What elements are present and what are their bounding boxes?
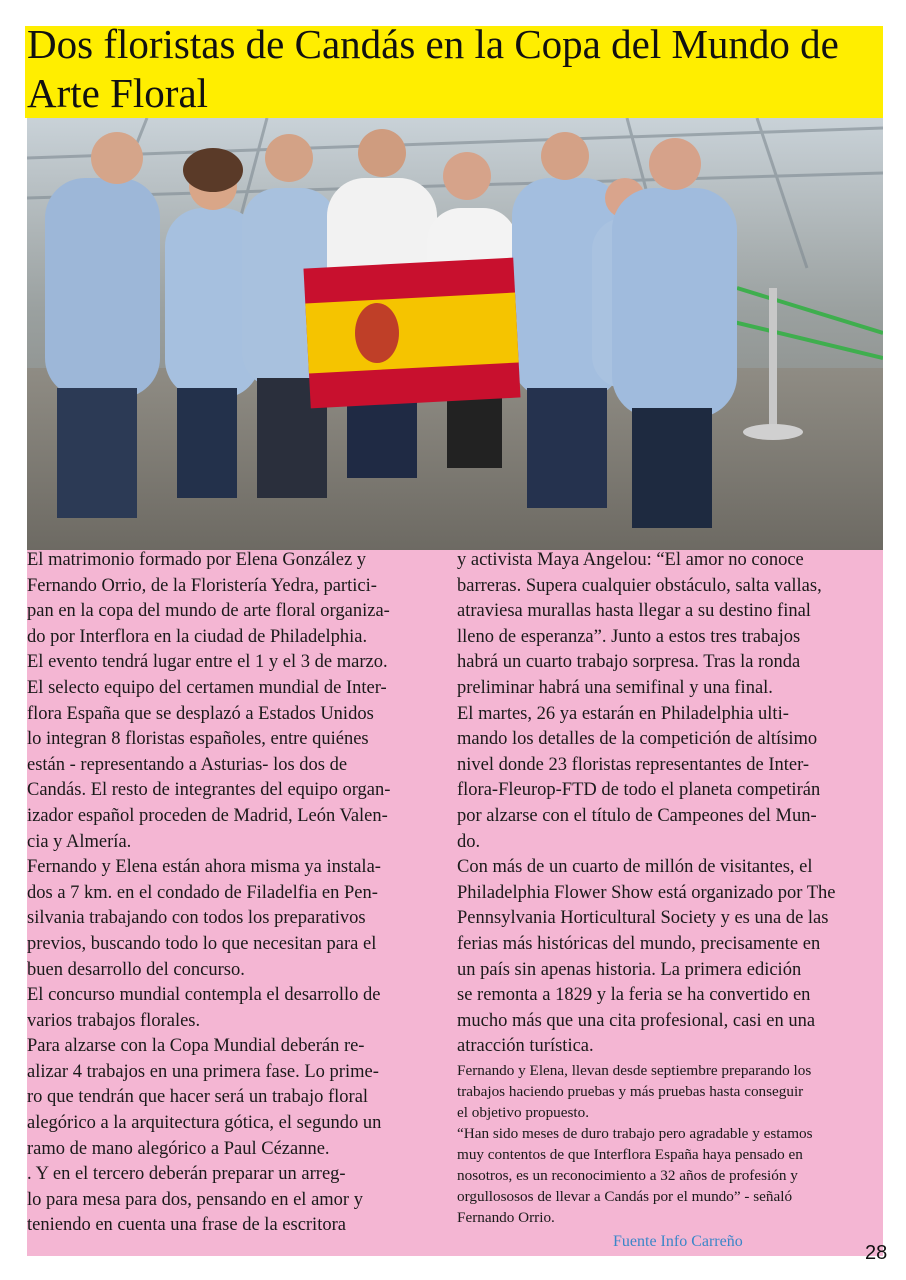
paragraph-line: El martes, 26 ya estarán en Philadelphia ulti- — [457, 703, 789, 724]
paragraph-line: atraviesa murallas hasta llegar a su destino final — [457, 601, 811, 622]
paragraph-line: El concurso mundial contempla el desarrollo de — [27, 985, 381, 1006]
quote-line: trabajos haciendo pruebas y más pruebas hasta conseguir — [457, 1082, 804, 1100]
article-left-column — [27, 548, 447, 1239]
paragraph-line: El matrimonio formado por Elena González y — [27, 550, 367, 570]
paragraph-line: por alzarse con el título de Campeones del Mun- — [457, 805, 817, 826]
paragraph-line: El evento tendrá lugar entre el 1 y el 3 de marzo. — [27, 652, 388, 673]
paragraph-line: Candás. El resto de integrantes del equipo organ- — [27, 780, 391, 801]
paragraph-line: Fernando y Elena están ahora misma ya instala- — [27, 857, 381, 878]
paragraph-line: cia y Almería. — [27, 831, 132, 852]
spain-flag — [303, 258, 520, 409]
paragraph-line: flora-Fleurop-FTD de todo el planeta competirán — [457, 780, 821, 801]
paragraph-line: un país sin apenas historia. La primera edición — [457, 959, 802, 980]
quote-line: orgullososos de llevar a Candás por el mundo” - señaló — [457, 1187, 793, 1205]
paragraph-line: Philadelphia Flower Show está organizado por The — [457, 882, 836, 903]
paragraph-line: nivel donde 23 floristas representantes de Inter- — [457, 754, 810, 775]
article-right-column — [457, 548, 889, 1228]
paragraph-line: do por Interflora en la ciudad de Philadelphia. — [27, 626, 368, 647]
paragraph-line: y activista Maya Angelou: “El amor no conoce — [457, 550, 804, 570]
paragraph-line: lleno de esperanza”. Junto a estos tres trabajos — [457, 626, 801, 647]
paragraph-line: ramo de mano alegórico a Paul Cézanne. — [27, 1138, 330, 1159]
paragraph-line: barreras. Supera cualquier obstáculo, salta vallas, — [457, 575, 822, 596]
paragraph-line: Pennsylvania Horticultural Society y es una de las — [457, 908, 829, 929]
quote-line: el objetivo propuesto. — [457, 1103, 590, 1121]
paragraph-line: buen desarrollo del concurso. — [27, 959, 245, 980]
paragraph-line: . Y en el tercero deberán preparar un arreg- — [27, 1164, 346, 1185]
page-number: 28 — [865, 1242, 888, 1264]
paragraph-line: dos a 7 km. en el condado de Filadelfia en Pen- — [27, 882, 378, 903]
paragraph-line: teniendo en cuenta una frase de la escritora — [27, 1215, 346, 1236]
paragraph-line: izador español proceden de Madrid, León Valen- — [27, 805, 388, 826]
paragraph-line: habrá un cuarto trabajo sorpresa. Tras la ronda — [457, 652, 801, 673]
paragraph-line: ferias más históricas del mundo, precisamente en — [457, 933, 821, 954]
article-title: Dos floristas de Candás en la Copa del Mundo de Arte Floral — [27, 21, 839, 116]
paragraph-line: preliminar habrá una semifinal y una final. — [457, 677, 773, 698]
quote-line: “Han sido meses de duro trabajo pero agradable y estamos — [457, 1124, 813, 1142]
source-credit: Fuente Info Carreño — [613, 1233, 743, 1250]
paragraph-line: silvania trabajando con todos los preparativos — [27, 908, 366, 929]
paragraph-line: están - representando a Asturias- los dos de — [27, 754, 348, 775]
quote-line: muy contentos de que Interflora España haya pensado en — [457, 1145, 803, 1163]
paragraph-line: ro que tendrán que hacer será un trabajo floral — [27, 1087, 369, 1108]
paragraph-line: previos, buscando todo lo que necesitan para el — [27, 933, 377, 954]
paragraph-line: alizar 4 trabajos en una primera fase. Lo prime- — [27, 1061, 379, 1082]
paragraph-line: Fernando Orrio, de la Floristería Yedra, partici- — [27, 575, 377, 596]
quote-line: nosotros, es un reconocimiento a 32 años de profesión y — [457, 1166, 798, 1184]
paragraph-line: do. — [457, 831, 481, 852]
paragraph-line: Con más de un cuarto de millón de visitantes, el — [457, 857, 813, 878]
paragraph-line: lo integran 8 floristas españoles, entre quiénes — [27, 729, 369, 750]
paragraph-line: atracción turística. — [457, 1036, 594, 1057]
quote-line: Fernando Orrio. — [457, 1208, 555, 1226]
paragraph-line: alegórico a la arquitectura gótica, el segundo un — [27, 1113, 382, 1134]
group-photo — [27, 118, 883, 550]
paragraph-line: pan en la copa del mundo de arte floral organiza- — [27, 601, 390, 622]
paragraph-line: Para alzarse con la Copa Mundial deberán re- — [27, 1036, 365, 1057]
quote-line: Fernando y Elena, llevan desde septiembre preparando los — [457, 1061, 812, 1079]
paragraph-line: flora España que se desplazó a Estados Unidos — [27, 703, 374, 724]
paragraph-line: se remonta a 1829 y la feria se ha convertido en — [457, 985, 811, 1006]
paragraph-line: varios trabajos florales. — [27, 1010, 201, 1031]
paragraph-line: mucho más que una cita profesional, casi en una — [457, 1010, 816, 1031]
paragraph-line: El selecto equipo del certamen mundial de Inter- — [27, 677, 387, 698]
paragraph-line: mando los detalles de la competición de altísimo — [457, 729, 818, 750]
paragraph-line: lo para mesa para dos, pensando en el amor y — [27, 1189, 363, 1210]
